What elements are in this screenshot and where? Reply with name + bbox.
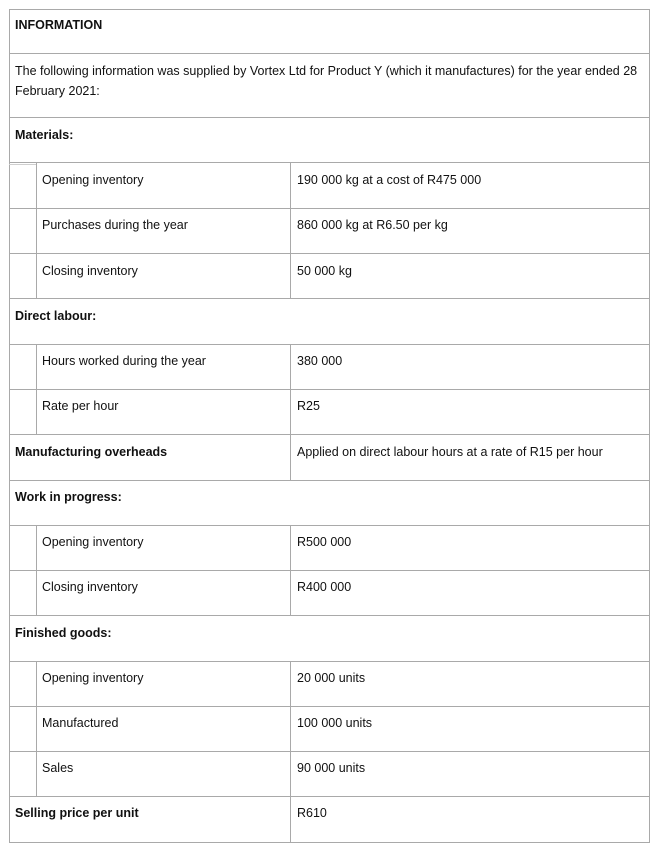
page-title: INFORMATION — [15, 18, 103, 32]
manufacturing-overheads-label: Manufacturing overheads — [15, 445, 168, 459]
selling-price-label: Selling price per unit — [15, 806, 139, 820]
wip-value: R400 000 — [297, 580, 352, 594]
finished-goods-value: 20 000 units — [297, 671, 366, 685]
wip-label: Opening inventory — [42, 535, 144, 549]
direct-labour-label: Hours worked during the year — [42, 354, 206, 368]
manufacturing-overheads-value: Applied on direct labour hours at a rate of R15 per hour — [297, 445, 603, 459]
direct-labour-value: R25 — [297, 399, 320, 413]
wip-label: Closing inventory — [42, 580, 138, 594]
selling-price-value: R610 — [297, 806, 327, 820]
finished-goods-label: Sales — [42, 761, 74, 775]
work-in-progress-heading: Work in progress: — [15, 490, 122, 504]
wip-value: R500 000 — [297, 535, 352, 549]
finished-goods-label: Manufactured — [42, 716, 119, 730]
materials-value: 50 000 kg — [297, 264, 352, 278]
materials-heading: Materials: — [15, 128, 74, 142]
materials-label: Purchases during the year — [42, 218, 188, 232]
materials-value: 190 000 kg at a cost of R475 000 — [297, 173, 482, 187]
finished-goods-heading: Finished goods: — [15, 626, 112, 640]
materials-label: Opening inventory — [42, 173, 144, 187]
intro-text: The following information was supplied by Vortex Ltd for Product Y (which it manufactures) for the year ended 28 February 2021: — [15, 64, 638, 98]
finished-goods-label: Opening inventory — [42, 671, 144, 685]
direct-labour-heading: Direct labour: — [15, 309, 97, 323]
direct-labour-value: 380 000 — [297, 354, 343, 368]
direct-labour-label: Rate per hour — [42, 399, 119, 413]
finished-goods-value: 100 000 units — [297, 716, 373, 730]
materials-value: 860 000 kg at R6.50 per kg — [297, 218, 448, 232]
finished-goods-value: 90 000 units — [297, 761, 366, 775]
materials-label: Closing inventory — [42, 264, 138, 278]
